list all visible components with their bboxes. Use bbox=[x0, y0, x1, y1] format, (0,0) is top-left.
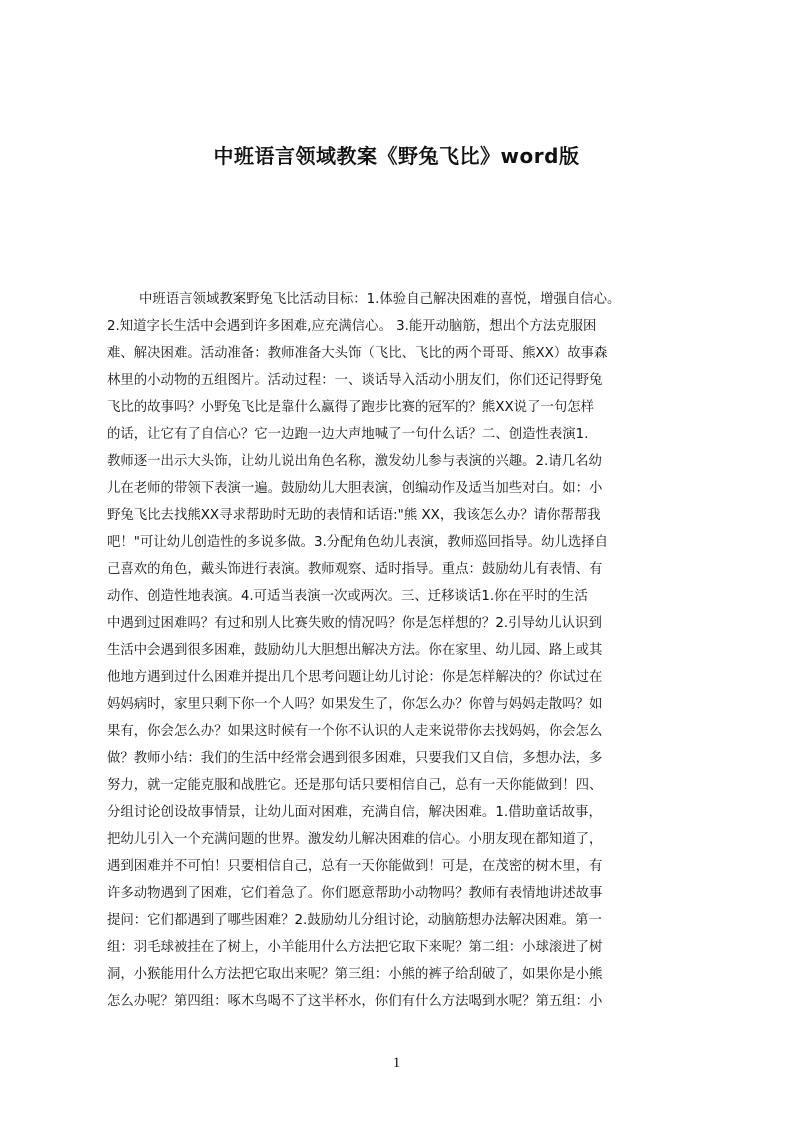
body-line: 组：羽毛球被挂在了树上，小羊能用什么方法把它取下来呢？第二组：小球滚进了树 bbox=[107, 940, 603, 955]
document-body bbox=[107, 286, 699, 1016]
body-line: 吧！"可让幼儿创造性的多说多做。3.分配角色幼儿表演，教师巡回指导。幼儿选择自 bbox=[107, 535, 608, 550]
body-line: 怎么办呢？第四组：啄木鸟喝不了这半杯水，你们有什么方法喝到水呢？第五组：小 bbox=[107, 994, 603, 1009]
body-line: 妈妈病时，家里只剩下你一个人吗？如果发生了，你怎么办？你曾与妈妈走散吗？如 bbox=[107, 697, 603, 712]
body-line: 做？教师小结：我们的生活中经常会遇到很多困难，只要我们又自信，多想办法，多 bbox=[107, 751, 603, 766]
body-line: 洞，小猴能用什么方法把它取出来呢？第三组：小熊的裤子给刮破了，如果你是小熊 bbox=[107, 967, 603, 982]
body-line: 的话，让它有了自信心？它一边跑一边大声地喊了一句什么话？二、创造性表演1. bbox=[107, 427, 589, 442]
body-line: 己喜欢的角色，戴头饰进行表演。教师观察、适时指导。重点：鼓励幼儿有表情、有 bbox=[107, 562, 603, 577]
body-line: 努力，就一定能克服和战胜它。还是那句话只要相信自己，总有一天你能做到！四、 bbox=[107, 778, 603, 793]
body-line: 中班语言领域教案野兔飞比活动目标：1.体验自己解决困难的喜悦，增强自信心。 bbox=[139, 292, 621, 307]
body-line: 野兔飞比去找熊XX寻求帮助时无助的表情和话语:"熊 XX，我该怎么办？请你帮帮我 bbox=[107, 508, 601, 523]
body-line: 生活中会遇到很多困难，鼓励幼儿大胆想出解决方法。你在家里、幼儿园、路上或其 bbox=[107, 643, 603, 658]
body-line: 分组讨论创设故事情景，让幼儿面对困难，充满自信，解决困难。1.借助童话故事， bbox=[107, 805, 602, 820]
body-line: 动作、创造性地表演。4.可适当表演一次或两次。三、迁移谈话1.你在平时的生活 bbox=[107, 589, 588, 604]
body-line: 林里的小动物的五组图片。活动过程：一、谈话导入活动小朋友们，你们还记得野兔 bbox=[107, 373, 603, 388]
document-title: 中班语言领域教案《野兔飞比》word版 bbox=[213, 144, 580, 168]
body-line: 中遇到过困难吗？有过和别人比赛失败的情况吗？你是怎样想的？2.引导幼儿认识到 bbox=[107, 616, 602, 631]
body-line: 难、解决困难。活动准备：教师准备大头饰（飞比、飞比的两个哥哥、熊XX）故事森 bbox=[107, 346, 608, 361]
body-line: 提问：它们都遇到了哪些困难？2.鼓励幼儿分组讨论，动脑筋想办法解决困难。第一 bbox=[107, 913, 602, 928]
body-line: 果有，你会怎么办？如果这时候有一个你不认识的人走来说带你去找妈妈，你会怎么 bbox=[107, 724, 603, 739]
body-line: 遇到困难并不可怕！只要相信自己，总有一天你能做到！可是，在茂密的树木里，有 bbox=[107, 859, 603, 874]
page-number: 1 bbox=[392, 1055, 401, 1071]
body-line: 许多动物遇到了困难，它们着急了。你们愿意帮助小动物吗？教师有表情地讲述故事 bbox=[107, 886, 603, 901]
body-line: 儿在老师的带领下表演一遍。鼓励幼儿大胆表演，创编动作及适当加些对白。如：小 bbox=[107, 481, 603, 496]
body-line: 他地方遇到过什么困难并提出几个思考问题让幼儿讨论：你是怎样解决的？你试过在 bbox=[107, 670, 603, 685]
body-line: 把幼儿引入一个充满问题的世界。激发幼儿解决困难的信心。小朋友现在都知道了， bbox=[107, 832, 603, 847]
body-line: 飞比的故事吗？小野兔飞比是靠什么赢得了跑步比赛的冠军的？熊XX说了一句怎样 bbox=[107, 400, 595, 415]
body-line: 教师逐一出示大头饰，让幼儿说出角色名称，激发幼儿参与表演的兴趣。2.请几名幼 bbox=[107, 454, 602, 469]
body-line: 2.知道字长生活中会遇到许多困难,应充满信心。 3.能开动脑筋，想出个方法克服困 bbox=[107, 319, 597, 334]
